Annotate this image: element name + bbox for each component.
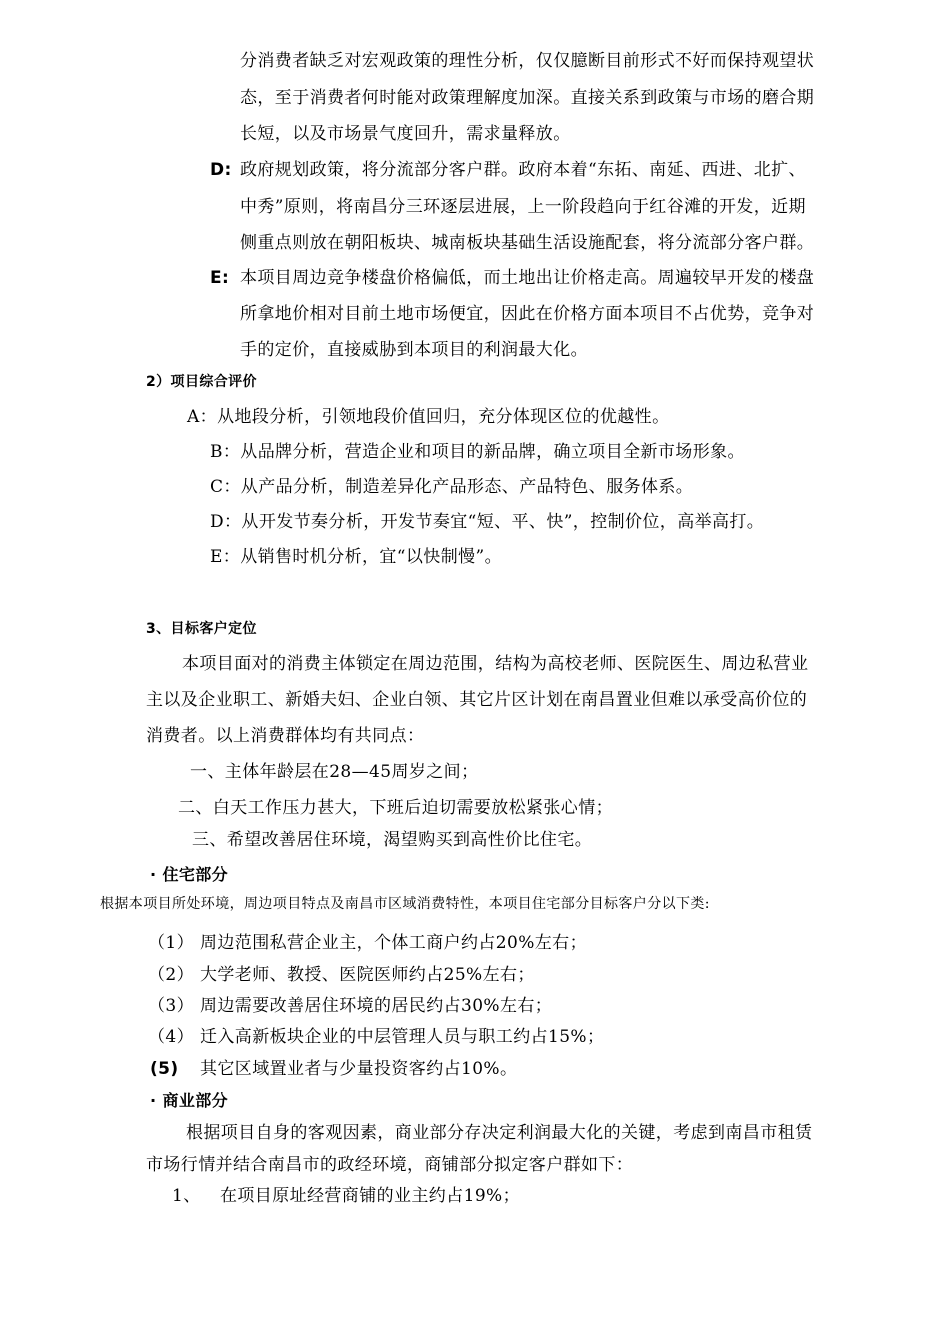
evaluation-item: B：从品牌分析，营造企业和项目的新品牌，确立项目全新市场形象。: [210, 442, 745, 462]
common-point: 二、白天工作压力甚大，下班后迫切需要放松紧张心情；: [178, 798, 613, 818]
paragraph-line: 侧重点则放在朝阳板块、城南板块基础生活设施配套，将分流部分客户群。: [240, 233, 815, 253]
paragraph-line: 中秀”原则，将南昌分三环逐层进展，上一阶段趋向于红谷滩的开发，近期: [240, 197, 806, 217]
paragraph-line: 手的定价，直接威胁到本项目的利润最大化。: [240, 340, 588, 360]
list-number: （1）: [148, 933, 195, 953]
paragraph-line: 主以及企业职工、新婚夫妇、企业白领、其它片区计划在南昌置业但难以承受高价位的: [146, 690, 808, 710]
evaluation-item: A：从地段分析，引领地段价值回归，充分体现区位的优越性。: [187, 407, 670, 427]
section-heading-residential: · 住宅部分: [150, 865, 229, 884]
evaluation-item: D：从开发节奏分析，开发节奏宜“短、平、快”，控制价位，高举高打。: [210, 512, 765, 532]
list-item: 周边范围私营企业主，个体工商户约占20%左右；: [200, 933, 587, 953]
paragraph-line: 本项目周边竞争楼盘价格偏低，而土地出让价格走高。周遍较早开发的楼盘: [240, 268, 815, 288]
evaluation-item: E：从销售时机分析，宜“以快制慢”。: [210, 547, 502, 567]
paragraph-line: 长短，以及市场景气度回升，需求量释放。: [240, 124, 571, 144]
list-item: 其它区域置业者与少量投资客约占10%。: [200, 1059, 518, 1079]
list-number: （4）: [148, 1027, 195, 1047]
paragraph-line: 所拿地价相对目前土地市场便宜，因此在价格方面本项目不占优势，竞争对: [240, 304, 815, 324]
paragraph-line: 根据项目自身的客观因素，商业部分存决定利润最大化的关键，考虑到南昌市租赁: [186, 1123, 813, 1143]
common-point: 一、主体年龄层在28—45周岁之间；: [190, 762, 479, 782]
paragraph-line: 市场行情并结合南昌市的政经环境，商铺部分拟定客户群如下：: [146, 1155, 634, 1175]
list-number: （3）: [148, 996, 195, 1016]
section-heading-commercial: · 商业部分: [150, 1091, 229, 1110]
paragraph-line: 政府规划政策，将分流部分客户群。政府本着“东拓、南延、西进、北扩、: [240, 160, 806, 180]
common-point: 三、希望改善居住环境，渴望购买到高性价比住宅。: [192, 830, 593, 850]
list-item: 迁入高新板块企业的中层管理人员与职工约占15%；: [200, 1027, 605, 1047]
paragraph-line: 态，至于消费者何时能对政策理解度加深。直接关系到政策与市场的磨合期: [240, 88, 815, 108]
item-label-e: E:: [210, 268, 230, 288]
paragraph-line: 分消费者缺乏对宏观政策的理性分析，仅仅臆断目前形式不好而保持观望状: [240, 51, 815, 71]
list-item: 大学老师、教授、医院医师约占25%左右；: [200, 965, 535, 985]
list-number: 1、: [172, 1186, 201, 1206]
item-label-d: D:: [210, 160, 232, 180]
section-heading-evaluation: 2）项目综合评价: [146, 374, 257, 390]
list-number: （2）: [148, 965, 195, 985]
list-item: 周边需要改善居住环境的居民约占30%左右；: [200, 996, 553, 1016]
residential-intro: 根据本项目所处环境，周边项目特点及南昌市区域消费特性，本项目住宅部分目标客户分以下类:: [100, 896, 710, 912]
evaluation-item: C：从产品分析，制造差异化产品形态、产品特色、服务体系。: [210, 477, 694, 497]
paragraph-line: 本项目面对的消费主体锁定在周边范围，结构为高校老师、医院医生、周边私营业: [182, 654, 809, 674]
list-item: 在项目原址经营商铺的业主约占19%；: [220, 1186, 520, 1206]
section-heading-target: 3、目标客户定位: [146, 621, 257, 637]
paragraph-line: 消费者。以上消费群体均有共同点：: [146, 726, 425, 746]
list-number: (5): [150, 1059, 179, 1079]
